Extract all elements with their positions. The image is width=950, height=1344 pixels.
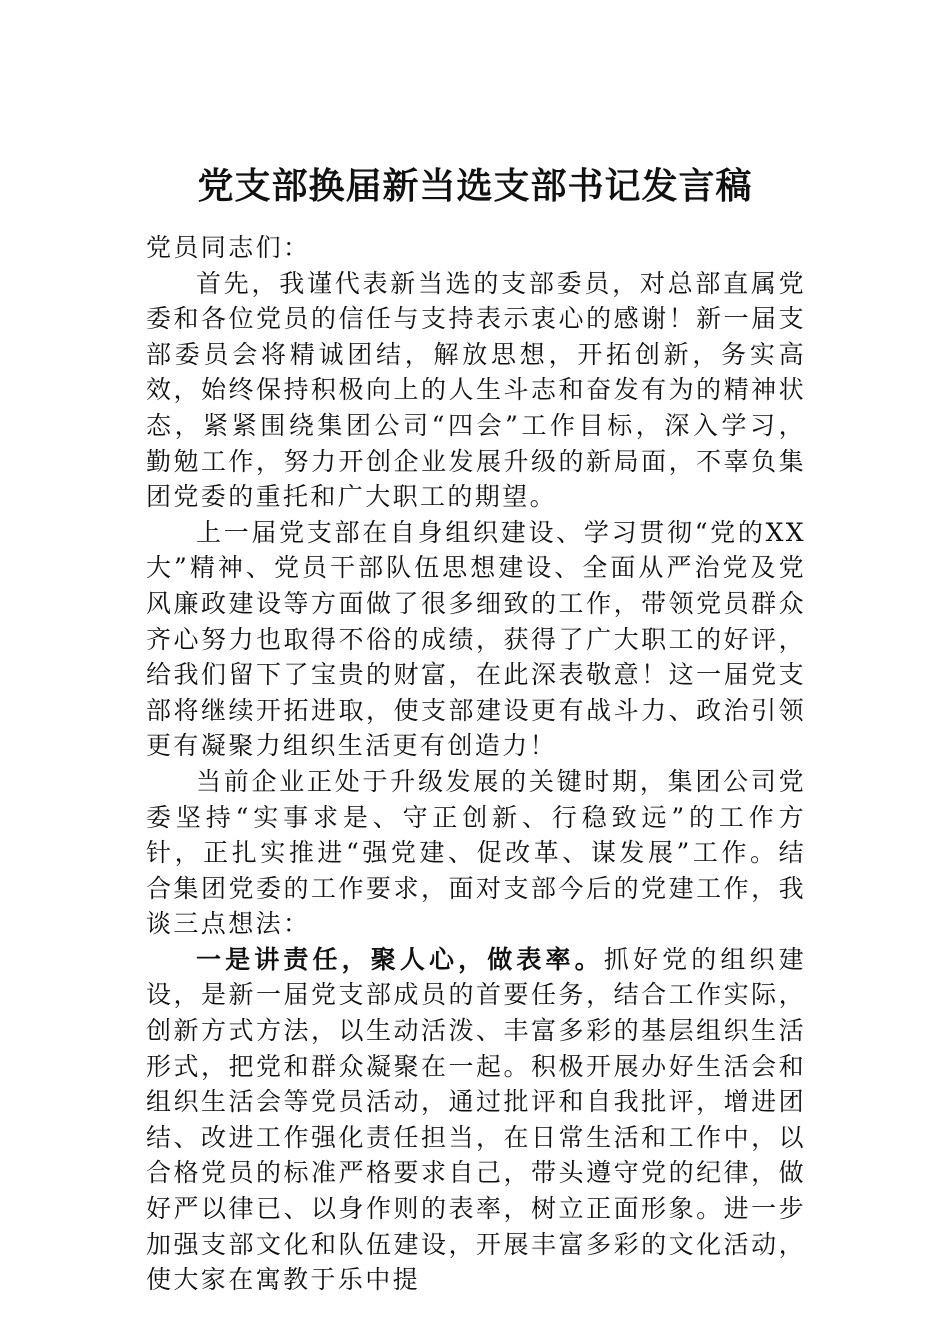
paragraph-1 (146, 266, 806, 515)
paragraph-text: 上一届党支部在自身组织建设、学习贯彻“党的XX大”精神、党员干部队伍思想建设、全面从严治党及党风廉政建设等方面做了很多细致的工作，带领党员群众齐心努力也取得不俗的成绩，获得了广大职工的好评，给我们留下了宝贵的财富，在此深表敬意！这一届党支部将继续开拓进取，使支部建设更有战斗力、政治引领更有凝聚力组织生活更有创造力！ (146, 517, 806, 761)
salutation: 党员同志们： (146, 233, 311, 262)
paragraph-3 (146, 764, 806, 942)
paragraph-lead: 一是讲责任，聚人心，做表率。 (196, 944, 604, 974)
document-title: 党支部换届新当选支部书记发言稿 (197, 165, 753, 207)
paragraph-text: 抓好党的组织建设，是新一届党支部成员的首要任务，结合工作实际，创新方式方法，以生动活泼、丰富多彩的基层组织生活形式，把党和群众凝聚在一起。积极开展办好生活会和组织生活会等党员活动，通过批评和自我批评，增进团结、改进工作强化责任担当，在日常生活和工作中，以合格党员的标准严格要求自己，带头遵守党的纪律，做好严以律已、以身作则的表率，树立正面形象。进一步加强支部文化和队伍建设，开展丰富多彩的文化活动，使大家在寓教于乐中提 (146, 944, 806, 1295)
paragraph-4 (146, 942, 806, 1298)
paragraph-text: 首先，我谨代表新当选的支部委员，对总部直属党委和各位党员的信任与支持表示衷心的感谢！新一届支部委员会将精诚团结，解放思想，开拓创新，务实高效，始终保持积极向上的人生斗志和奋发有为的精神状态，紧紧围绕集团公司“四会”工作目标，深入学习，勤勉工作，努力开创企业发展升级的新局面，不辜负集团党委的重托和广大职工的期望。 (146, 268, 806, 512)
document-body (146, 230, 806, 1298)
paragraph-text: 当前企业正处于升级发展的关键时期，集团公司党委坚持“实事求是、守正创新、行稳致远”的工作方针，正扎实推进“强党建、促改革、谋发展”工作。结合集团党委的工作要求，面对支部今后的党建工作，我谈三点想法： (146, 766, 806, 939)
paragraph-2 (146, 515, 806, 764)
